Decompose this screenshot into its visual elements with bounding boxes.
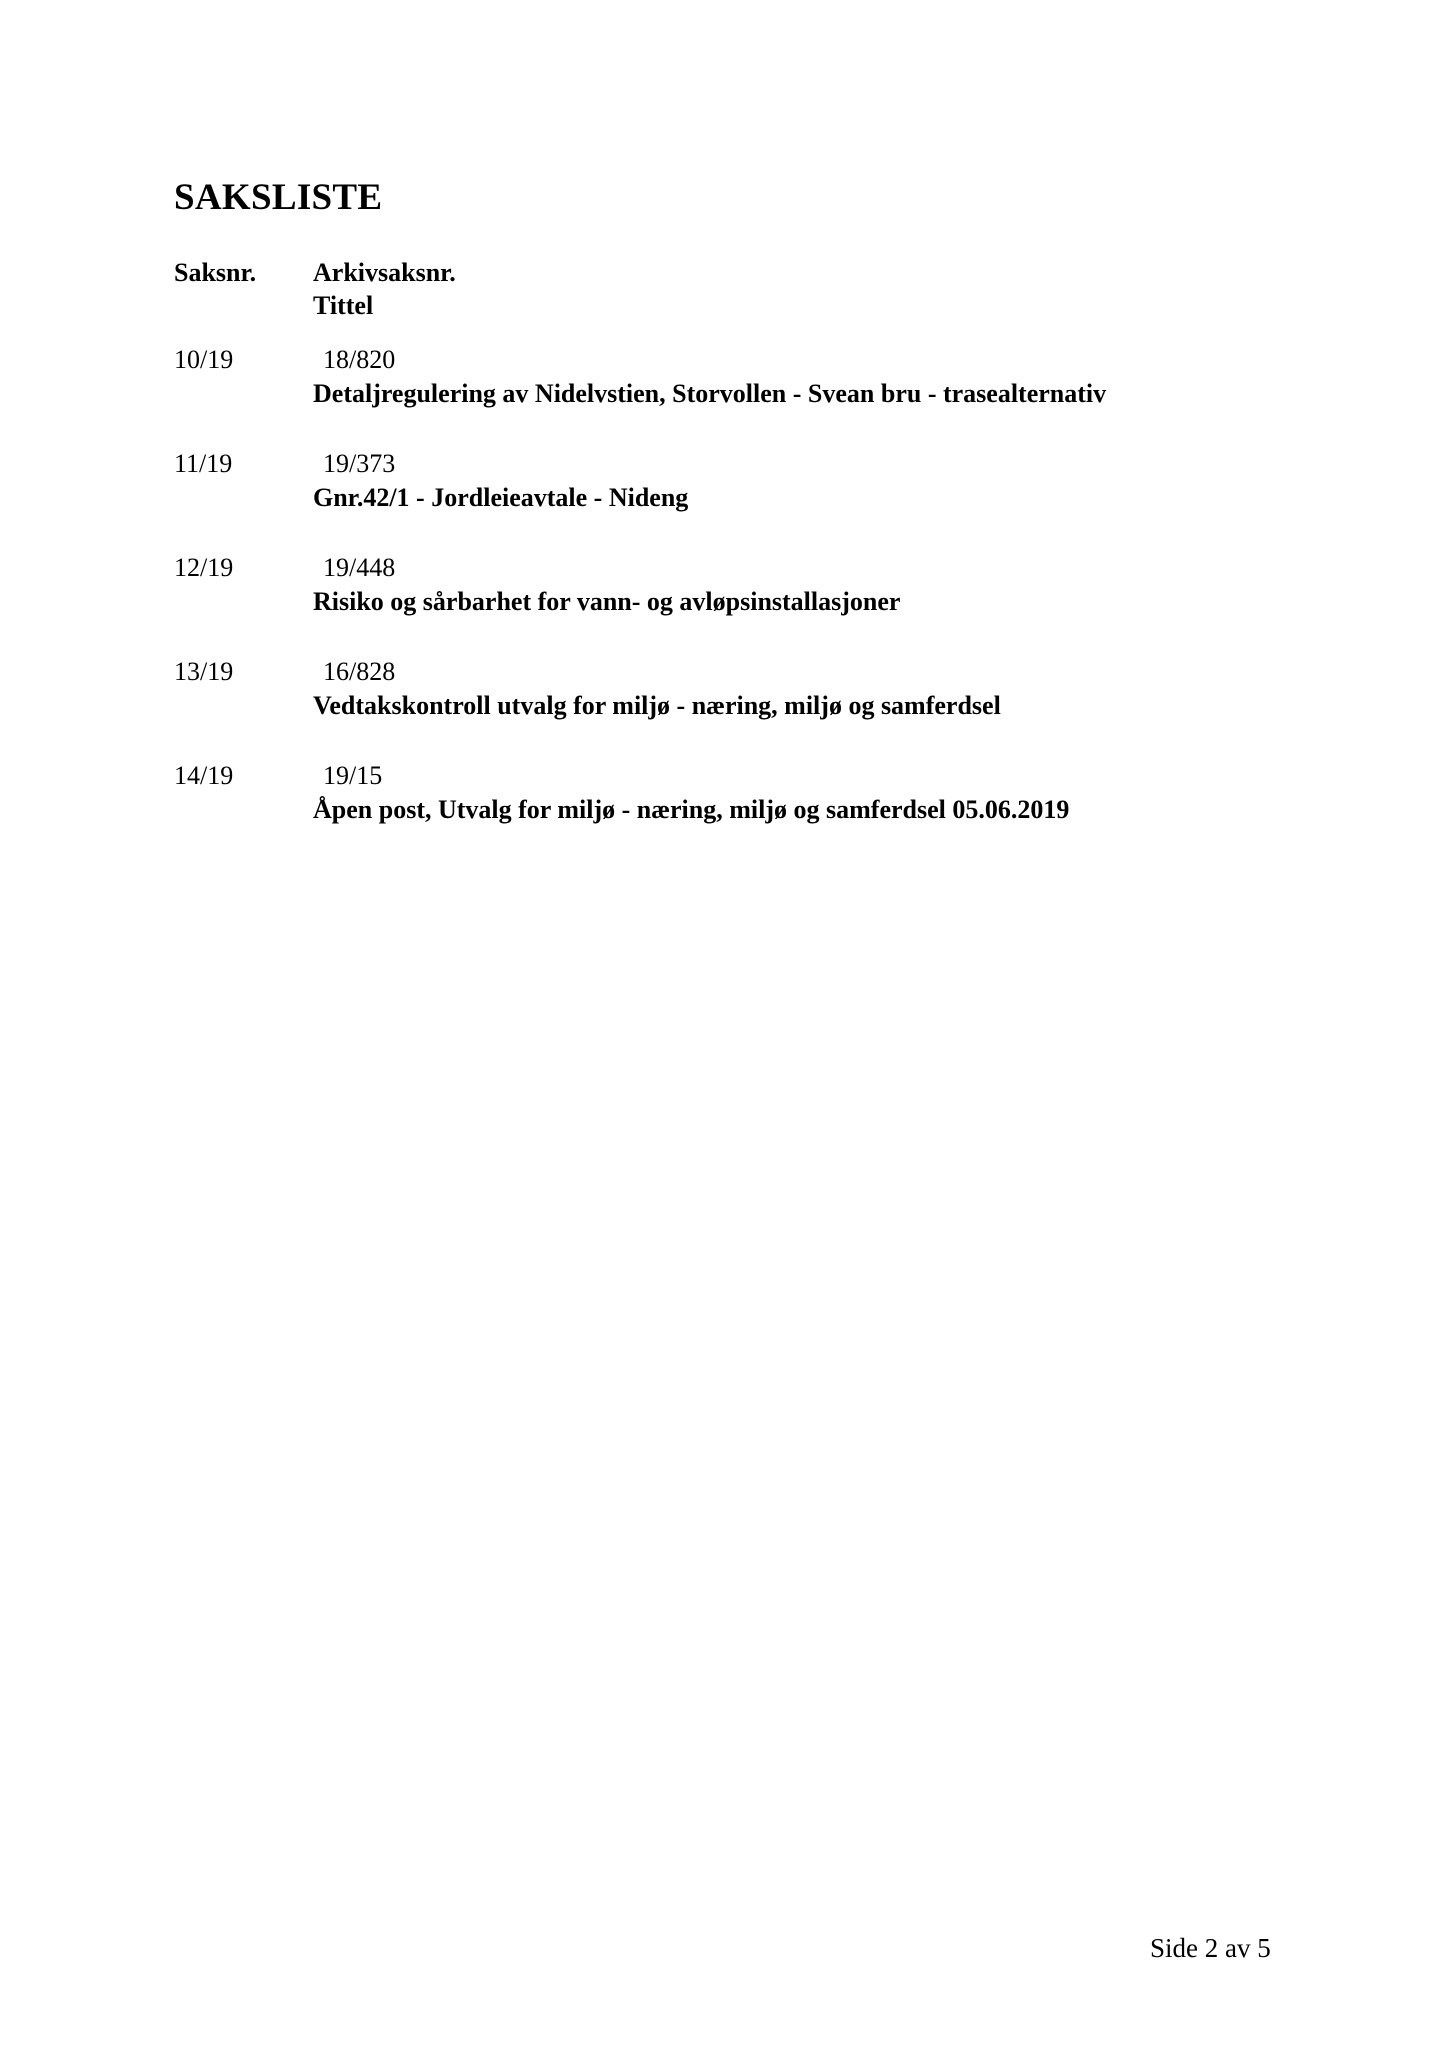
case-saksnr: 12/19: [174, 553, 234, 582]
case-item: [0, 657, 1448, 737]
case-title: Åpen post, Utvalg for miljø - næring, miljø og samferdsel 05.06.2019: [313, 795, 1070, 824]
case-arkivsaksnr: 19/373: [323, 449, 396, 478]
case-arkivsaksnr: 19/15: [323, 761, 383, 790]
case-saksnr: 11/19: [174, 449, 233, 478]
case-title: Gnr.42/1 - Jordleieavtale - Nideng: [313, 483, 689, 512]
case-item: [0, 449, 1448, 529]
column-header-tittel: Tittel: [313, 291, 374, 320]
case-saksnr: 10/19: [174, 345, 234, 374]
case-item: [0, 761, 1448, 841]
case-saksnr: 14/19: [174, 761, 234, 790]
page-number: Side 2 av 5: [1150, 1933, 1271, 1963]
column-header-saksnr: Saksnr.: [174, 258, 257, 287]
case-title: Detaljregulering av Nidelvstien, Storvollen - Svean bru - trasealternativ: [313, 379, 1107, 408]
case-arkivsaksnr: 19/448: [323, 553, 396, 582]
case-arkivsaksnr: 18/820: [323, 345, 396, 374]
case-item: [0, 345, 1448, 425]
case-saksnr: 13/19: [174, 657, 234, 686]
column-header-arkivsaksnr: Arkivsaksnr.: [313, 258, 456, 287]
case-arkivsaksnr: 16/828: [323, 657, 396, 686]
page-title: SAKSLISTE: [174, 177, 383, 218]
case-title: Vedtakskontroll utvalg for miljø - næring, miljø og samferdsel: [313, 691, 1001, 720]
case-title: Risiko og sårbarhet for vann- og avløpsinstallasjoner: [313, 587, 901, 616]
case-item: [0, 553, 1448, 633]
